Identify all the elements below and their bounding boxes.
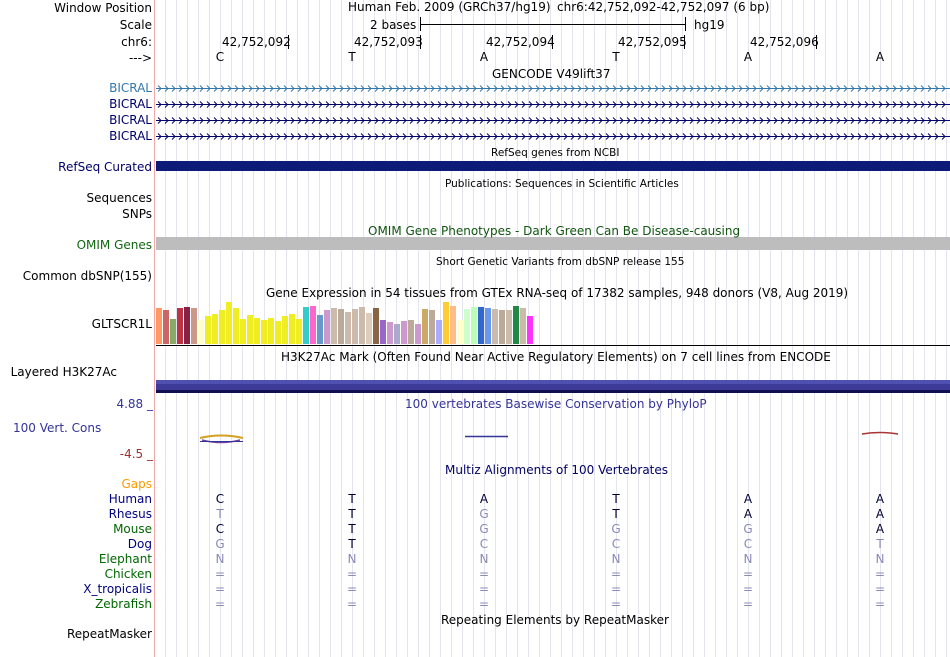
gtex-bar — [499, 310, 505, 344]
scale-label: Scale — [119, 18, 152, 32]
h3k27ac-layer — [156, 380, 950, 384]
ruler-tick: 42,752,092 — [222, 35, 291, 49]
phylop-max-label: 4.88 _ — [116, 397, 153, 411]
gencode-track-label[interactable]: BICRAL — [109, 97, 152, 111]
gtex-bar — [443, 302, 449, 344]
gtex-bar — [338, 309, 344, 344]
gtex-bar — [170, 319, 176, 344]
alignment-base: = — [610, 582, 622, 596]
refseq-label[interactable]: RefSeq Curated — [58, 160, 152, 174]
alignment-base: T — [348, 537, 356, 551]
alignment-base: G — [479, 507, 489, 521]
alignment-base: T — [876, 537, 884, 551]
alignment-base: = — [214, 582, 226, 596]
assembly-text: Human Feb. 2009 (GRCh37/hg19) — [348, 0, 551, 14]
h3k27ac-layer — [156, 384, 950, 390]
alignment-base: A — [875, 507, 885, 521]
publications-label[interactable]: Sequences — [86, 191, 152, 205]
gtex-bar — [352, 309, 358, 344]
gtex-bar — [254, 318, 260, 344]
gtex-bar — [359, 307, 365, 344]
alignment-base: = — [874, 567, 886, 581]
alignment-base: = — [874, 582, 886, 596]
species-label[interactable]: Rhesus — [108, 507, 152, 521]
alignment-base: A — [875, 522, 885, 536]
gtex-bar — [366, 313, 372, 344]
gtex-bar — [317, 315, 323, 344]
gtex-bar — [303, 307, 309, 344]
ref-base: C — [215, 50, 225, 64]
dbsnp-label[interactable]: Common dbSNP(155) — [22, 269, 152, 283]
refseq-title[interactable]: RefSeq genes from NCBI — [491, 147, 620, 159]
gtex-bar — [289, 314, 295, 344]
gencode-track-label[interactable]: BICRAL — [109, 113, 152, 127]
phylop-title[interactable]: 100 vertebrates Basewise Conservation by PhyloP — [405, 397, 707, 411]
species-label[interactable]: Human — [108, 492, 152, 506]
gtex-bar — [373, 308, 379, 344]
h3k27ac-title[interactable]: H3K27Ac Mark (Often Found Near Active Regulatory Elements) on 7 cell lines from ENCODE — [281, 350, 831, 364]
gtex-bar — [387, 322, 393, 344]
alignment-base: = — [874, 597, 886, 611]
gtex-bar — [478, 307, 484, 344]
gtex-bar — [282, 316, 288, 344]
species-label[interactable]: Elephant — [98, 552, 152, 566]
gtex-bar — [205, 316, 211, 344]
alignment-base: C — [215, 522, 225, 536]
ref-base: A — [875, 50, 885, 64]
alignment-base: = — [478, 567, 490, 581]
gtex-bar — [177, 308, 183, 344]
alignment-base: C — [479, 537, 489, 551]
gtex-bar — [422, 309, 428, 344]
alignment-base: = — [346, 567, 358, 581]
gtex-bar — [485, 308, 491, 344]
gtex-bar — [324, 310, 330, 344]
gtex-bar — [184, 307, 190, 344]
gtex-bar — [380, 320, 386, 344]
alignment-base: G — [215, 537, 225, 551]
gtex-bar — [464, 309, 470, 344]
gtex-label[interactable]: GLTSCR1L — [91, 317, 152, 331]
chrom-label: chr6: — [121, 35, 152, 49]
alignment-base: = — [478, 582, 490, 596]
gtex-bar — [408, 320, 414, 344]
gtex-bar — [296, 319, 302, 344]
alignment-base: = — [742, 567, 754, 581]
repeatmasker-label[interactable]: RepeatMasker — [66, 627, 152, 641]
gtex-bar — [450, 306, 456, 344]
gtex-bar — [198, 320, 204, 344]
gtex-bar — [268, 318, 274, 344]
alignment-base: T — [348, 522, 356, 536]
gtex-bar — [331, 308, 337, 344]
gtex-bar — [226, 302, 232, 344]
gtex-bar — [247, 315, 253, 344]
phylop-label[interactable]: 100 Vert. Cons — [13, 421, 102, 435]
alignment-base: G — [611, 522, 621, 536]
gtex-bar — [401, 321, 407, 344]
ref-base: T — [348, 50, 356, 64]
alignment-base: G — [479, 522, 489, 536]
gtex-bar — [233, 308, 239, 344]
omim-title[interactable]: OMIM Gene Phenotypes - Dark Green Can Be Disease-causing — [368, 224, 741, 238]
ref-base: A — [743, 50, 753, 64]
alignment-base: N — [743, 552, 753, 566]
alignment-base: T — [348, 507, 356, 521]
gtex-bar — [436, 320, 442, 344]
omim-bar — [156, 237, 950, 250]
gtex-bar — [219, 310, 225, 344]
gtex-bar — [471, 307, 477, 344]
alignment-base: = — [742, 582, 754, 596]
alignment-base: C — [611, 537, 621, 551]
species-label[interactable]: Zebrafish — [95, 597, 152, 611]
gtex-bar — [394, 324, 400, 344]
alignment-base: N — [215, 552, 225, 566]
alignment-base: G — [743, 522, 753, 536]
alignment-base: N — [479, 552, 489, 566]
alignment-base: = — [214, 597, 226, 611]
alignment-base: T — [348, 492, 356, 506]
ruler-tick: 42,752,094 — [486, 35, 555, 49]
alignment-base: = — [742, 597, 754, 611]
ruler-tick: 42,752,093 — [354, 35, 423, 49]
gtex-bar — [275, 321, 281, 344]
h3k27ac-layer — [156, 390, 950, 393]
alignment-base: T — [612, 507, 620, 521]
h3k27ac-label[interactable]: Layered H3K27Ac — [10, 365, 117, 379]
gtex-bar — [527, 316, 533, 344]
gtex-bar — [310, 306, 316, 344]
range-text: chr6:42,752,092-42,752,097 (6 bp) — [557, 0, 770, 14]
ruler-tick: 42,752,096 — [750, 35, 819, 49]
alignment-base: A — [743, 507, 753, 521]
gtex-bar — [492, 309, 498, 344]
species-label[interactable]: Dog — [127, 537, 152, 551]
gencode-title[interactable]: GENCODE V49lift37 — [492, 67, 611, 81]
gtex-bar — [457, 320, 463, 344]
alignment-base: A — [479, 492, 489, 506]
publications-title[interactable]: Publications: Sequences in Scientific Articles — [445, 178, 679, 190]
gtex-bar — [163, 310, 169, 344]
gtex-bar — [212, 314, 218, 344]
gaps-label[interactable]: Gaps — [121, 477, 152, 491]
gtex-title[interactable]: Gene Expression in 54 tissues from GTEx RNA-seq of 17382 samples, 948 donors (V8, Aug 2019) — [266, 286, 849, 300]
window-position-label: Window Position — [54, 1, 152, 15]
gtex-bar — [429, 310, 435, 344]
gtex-bar — [191, 308, 197, 344]
gencode-track-label[interactable]: BICRAL — [109, 81, 152, 95]
db-text: hg19 — [694, 18, 725, 32]
gtex-bar — [513, 306, 519, 344]
gencode-track-label[interactable]: BICRAL — [109, 129, 152, 143]
alignment-base: = — [610, 597, 622, 611]
phylop-mark — [200, 436, 243, 439]
gtex-bar — [261, 320, 267, 344]
publications-label[interactable]: SNPs — [122, 207, 152, 221]
alignment-base: T — [612, 492, 620, 506]
alignment-base: T — [216, 507, 224, 521]
alignment-base: A — [743, 492, 753, 506]
scale-text: 2 bases — [370, 18, 417, 32]
alignment-base: C — [215, 492, 225, 506]
gtex-bar — [240, 319, 246, 344]
ref-base: T — [612, 50, 620, 64]
species-label[interactable]: X_tropicalis — [83, 582, 152, 596]
multiz-title[interactable]: Multiz Alignments of 100 Vertebrates — [445, 463, 669, 477]
alignment-base: N — [347, 552, 357, 566]
alignment-base: = — [346, 597, 358, 611]
alignment-base: A — [875, 492, 885, 506]
dbsnp-title[interactable]: Short Genetic Variants from dbSNP release 155 — [436, 256, 685, 268]
refseq-bar — [156, 161, 950, 171]
phylop-min-label: -4.5 _ — [119, 447, 153, 461]
alignment-base: = — [478, 597, 490, 611]
gtex-bar — [520, 308, 526, 344]
alignment-base: = — [610, 567, 622, 581]
alignment-base: = — [346, 582, 358, 596]
species-label[interactable]: Chicken — [104, 567, 152, 581]
omim-label[interactable]: OMIM Genes — [76, 238, 152, 252]
alignment-base: N — [875, 552, 885, 566]
species-label[interactable]: Mouse — [113, 522, 152, 536]
alignment-base: = — [214, 567, 226, 581]
alignment-base: N — [611, 552, 621, 566]
strand-label: ---> — [128, 51, 152, 65]
gtex-bar — [415, 324, 421, 344]
gtex-bar — [156, 308, 162, 344]
gtex-bar — [506, 310, 512, 344]
ruler-tick: 42,752,095 — [618, 35, 687, 49]
repeatmasker-title[interactable]: Repeating Elements by RepeatMasker — [441, 613, 669, 627]
gtex-bar — [345, 312, 351, 344]
alignment-base: C — [743, 537, 753, 551]
ref-base: A — [479, 50, 489, 64]
